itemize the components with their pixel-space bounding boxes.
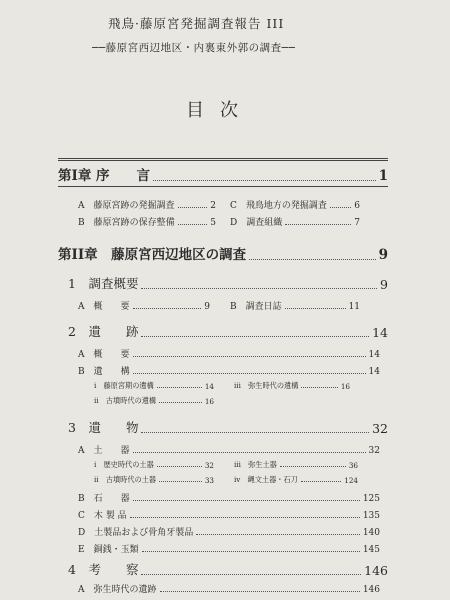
section4-line (68, 560, 388, 578)
leader-dots (141, 431, 369, 433)
chapter1-top-rule (58, 158, 388, 161)
entry-label: B 石 器 (78, 494, 130, 504)
s3-entry-e (78, 542, 380, 555)
entry-page: 7 (354, 218, 360, 228)
entry-label: D 土製品および骨角牙製品 (78, 528, 194, 538)
entry-page: 6 (354, 201, 360, 211)
entry-page: 125 (362, 494, 380, 504)
ch1-entry-b (78, 215, 216, 228)
subentry-page: 124 (344, 476, 358, 485)
leader-dots (133, 355, 366, 357)
s2-sub-ii (94, 396, 214, 406)
entry-label: B 遺 構 (78, 367, 130, 377)
entry-page: 14 (368, 367, 380, 377)
section3-label: 3 遺 物 (68, 420, 139, 435)
subentry-page: 16 (340, 382, 350, 391)
entry-label: A 土 器 (78, 446, 130, 456)
section3-line (68, 418, 388, 436)
chapter1-bottom-rule (58, 186, 388, 187)
leader-dots (133, 307, 202, 309)
s2-sub-i (94, 381, 214, 391)
subentry-page: 14 (204, 382, 214, 391)
s2-entry-a (78, 347, 380, 360)
chapter1-line (58, 164, 388, 184)
section3-page: 32 (372, 421, 388, 436)
s2-sub-iii (234, 381, 350, 391)
leader-dots (159, 480, 202, 482)
chapter2-line (58, 243, 388, 263)
leader-dots (133, 451, 366, 453)
section2-page: 14 (372, 325, 388, 340)
ch1-entry-d (230, 215, 360, 228)
s1-entry-b (230, 299, 360, 312)
entry-page: 9 (204, 302, 210, 312)
leader-dots (301, 386, 337, 388)
leader-dots (301, 480, 341, 482)
leader-dots (178, 206, 208, 208)
series-title: 飛鳥·藤原宮発掘調査報告 III (108, 16, 285, 31)
leader-dots (157, 386, 202, 388)
leader-dots (130, 516, 360, 518)
subentry-page: 36 (348, 461, 358, 470)
subentry-label: i 歴史時代の土器 (94, 460, 154, 469)
s3-entry-a (78, 443, 380, 456)
entry-page: 11 (348, 302, 360, 312)
entry-page: 32 (368, 446, 380, 456)
s4-entry-a (78, 582, 380, 595)
leader-dots (141, 335, 369, 337)
s3-sub-iv (234, 475, 358, 485)
leader-dots (159, 401, 202, 403)
ch1-entry-a (78, 198, 216, 211)
leader-dots (153, 179, 376, 181)
leader-dots (160, 590, 360, 592)
section1-line (68, 274, 388, 292)
subentry-page: 33 (204, 476, 214, 485)
chapter2-page: 9 (378, 247, 388, 263)
leader-dots (330, 206, 351, 208)
entry-label: B 藤原宮跡の保存整備 (78, 218, 175, 228)
entry-label: E 銅銭・玉類 (78, 545, 139, 555)
entry-page: 135 (362, 511, 380, 521)
leader-dots (142, 550, 360, 552)
s2-entry-b (78, 364, 380, 377)
entry-label: B 調査日誌 (230, 302, 282, 312)
entry-label: D 調査組織 (230, 218, 283, 228)
chapter1-label: 第I章 序 言 (58, 168, 151, 184)
ch1-entry-c (230, 198, 360, 211)
leader-dots (133, 499, 360, 501)
entry-page: 146 (362, 585, 380, 595)
section2-label: 2 遺 跡 (68, 324, 139, 339)
entry-page: 145 (362, 545, 380, 555)
s3-entry-b (78, 491, 380, 504)
leader-dots (285, 223, 351, 225)
section4-label: 4 考 察 (68, 562, 139, 577)
leader-dots (178, 223, 208, 225)
subentry-label: iii 弥生時代の遺構 (234, 381, 299, 390)
subentry-label: ii 古墳時代の遺構 (94, 396, 157, 405)
entry-page: 5 (210, 218, 216, 228)
leader-dots (141, 287, 377, 289)
entry-label: A 弥生時代の遺跡 (78, 585, 157, 595)
section1-label: 1 調査概要 (68, 276, 139, 291)
s3-sub-ii (94, 475, 214, 485)
leader-dots (280, 465, 346, 467)
entry-page: 2 (210, 201, 216, 211)
s3-entry-d (78, 525, 380, 538)
entry-page: 14 (368, 350, 380, 360)
leader-dots (249, 258, 375, 260)
s3-sub-iii (234, 460, 358, 470)
leader-dots (196, 533, 360, 535)
entry-label: A 藤原宮跡の発掘調査 (78, 201, 175, 211)
s3-entry-c (78, 508, 380, 521)
leader-dots (141, 573, 361, 575)
entry-page: 140 (362, 528, 380, 538)
entry-label: C 木 製 品 (78, 511, 127, 521)
entry-label: A 概 要 (78, 350, 130, 360)
contents-title: 目次 (186, 100, 254, 121)
chapter2-label: 第II章 藤原宮西辺地区の調査 (58, 247, 247, 263)
section4-page: 146 (364, 563, 388, 578)
entry-label: A 概 要 (78, 302, 130, 312)
leader-dots (157, 465, 202, 467)
chapter1-page: 1 (378, 168, 388, 184)
subentry-page: 16 (204, 397, 214, 406)
entry-label: C 飛鳥地方の発掘調査 (230, 201, 327, 211)
subentry-label: i 藤原宮期の遺構 (94, 381, 154, 390)
subentry-page: 32 (204, 461, 214, 470)
section2-line (68, 322, 388, 340)
s3-sub-i (94, 460, 214, 470)
report-subtitle: ──藤原宮西辺地区・内裏東外郭の調査── (92, 42, 296, 54)
section1-page: 9 (380, 277, 388, 292)
subentry-label: iv 縄文土器・石刀 (234, 475, 298, 484)
leader-dots (133, 372, 366, 374)
s1-entry-a (78, 299, 210, 312)
subentry-label: ii 古墳時代の土器 (94, 475, 157, 484)
leader-dots (285, 307, 346, 309)
subentry-label: iii 弥生土器 (234, 460, 277, 469)
